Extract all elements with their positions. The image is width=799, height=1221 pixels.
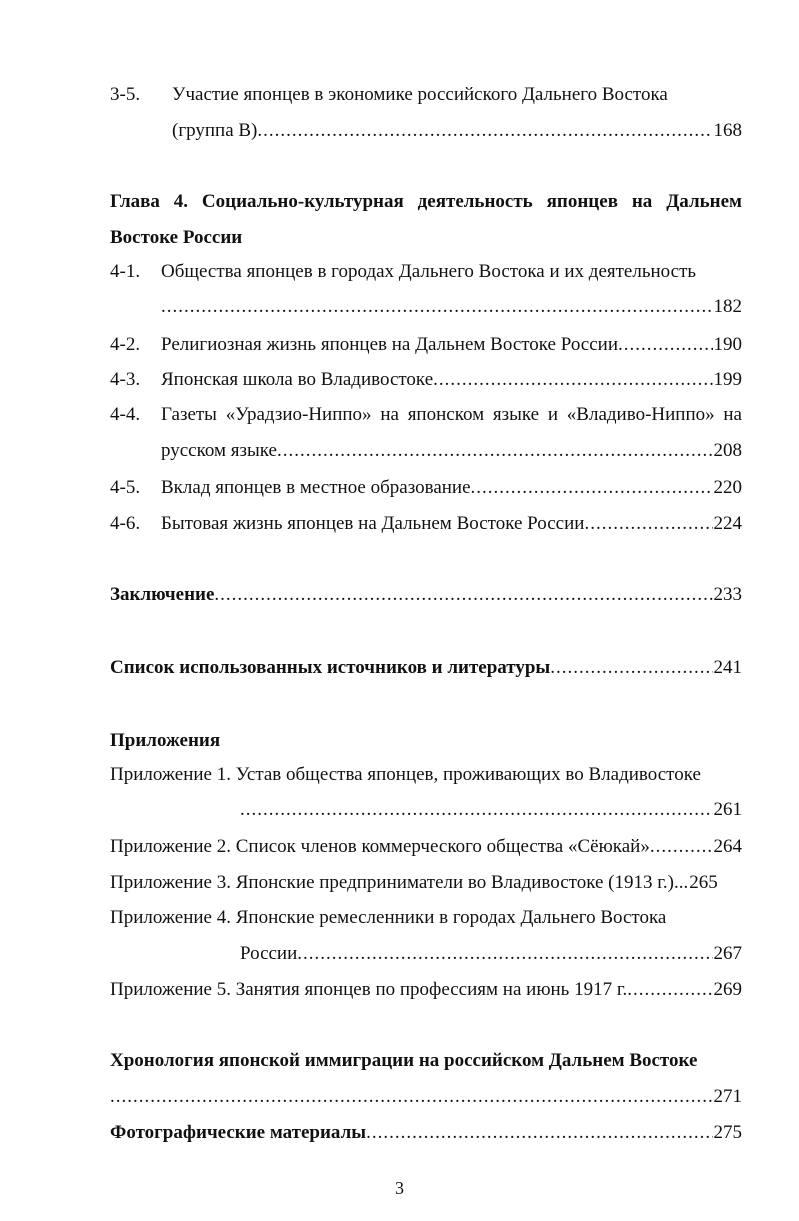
toc-entry-chronology[interactable] [110, 1086, 742, 1109]
toc-entry-4-4[interactable] [161, 440, 742, 463]
toc-page-number: 271 [713, 1086, 742, 1107]
toc-title-cont: русском языке [161, 440, 277, 461]
dot-leader [110, 1086, 713, 1109]
toc-page-number: 269 [713, 979, 742, 1000]
toc-number: 3-5. [110, 84, 141, 105]
page-number: 3 [395, 1178, 404, 1198]
chronology-title: Хронология японской иммиграции на российском Дальнем Востоке [110, 1050, 698, 1071]
dot-leader [650, 836, 713, 859]
chapter-heading-cont: Востоке России [110, 227, 243, 248]
toc-number: 4-1. [110, 261, 141, 282]
appendix-title-cont: России [240, 943, 298, 964]
toc-number: 4-4. [110, 404, 141, 425]
toc-page-number: 182 [713, 296, 742, 317]
toc-entry-4-2[interactable] [161, 334, 742, 357]
toc-title: Заключение [110, 584, 215, 605]
toc-page-number: 208 [713, 440, 742, 461]
toc-page-number: 261 [713, 799, 742, 820]
appendix-title: Приложение 4. Японские ремесленники в городах Дальнего Востока [110, 907, 667, 928]
toc-number: 4-5. [110, 477, 141, 498]
dot-leader [366, 1122, 712, 1145]
toc-entry-app2[interactable] [110, 836, 742, 859]
toc-page-number: 264 [713, 836, 742, 857]
toc-title: Японская школа во Владивостоке [161, 369, 434, 390]
toc-page-number: 224 [713, 513, 742, 534]
toc-entry-4-6[interactable] [161, 513, 742, 536]
toc-title: Религиозная жизнь японцев на Дальнем Востоке России [161, 334, 619, 355]
toc-entry-app1[interactable] [240, 799, 742, 822]
chapter-heading: Глава 4. Социально-культурная деятельность японцев на Дальнем [110, 191, 742, 212]
toc-entry-4-1[interactable] [161, 296, 742, 319]
toc-title: Фотографические материалы [110, 1122, 367, 1143]
appendix-title: Приложение 1. Устав общества японцев, проживающих во Владивостоке [110, 764, 701, 785]
toc-number: 4-3. [110, 369, 141, 390]
dot-leader [433, 369, 712, 392]
toc-page-number: 190 [713, 334, 742, 355]
toc-entry-conclusion[interactable] [110, 584, 742, 607]
toc-page-number: 241 [713, 657, 742, 678]
toc-title: Вклад японцев в местное образование [161, 477, 471, 498]
toc-entry-app4[interactable] [240, 943, 742, 966]
dot-leader [618, 334, 712, 357]
appendix-title: Приложение 2. Список членов коммерческого общества «Сёюкай» [110, 836, 650, 857]
toc-entry-3-5[interactable] [172, 120, 742, 143]
appendices-heading: Приложения [110, 730, 221, 751]
appendix-title: Приложение 5. Занятия японцев по профессиям на июнь 1917 г. [110, 979, 628, 1000]
toc-page-number: 275 [713, 1122, 742, 1143]
toc-page-number: 233 [713, 584, 742, 605]
toc-number: 4-6. [110, 513, 141, 534]
toc-title: Бытовая жизнь японцев на Дальнем Востоке России [161, 513, 585, 534]
dot-leader [161, 296, 713, 319]
dot-leader [471, 477, 713, 500]
toc-title: Общества японцев в городах Дальнего Востока и их деятельность [161, 261, 697, 282]
toc-page-number: 265 [689, 872, 718, 893]
dot-leader [214, 584, 712, 607]
toc-entry-app5[interactable] [110, 979, 742, 1002]
toc-title: Список использованных источников и литературы [110, 657, 551, 678]
toc-entry-sources[interactable] [110, 657, 742, 680]
dot-leader [257, 120, 712, 143]
appendix-title: Приложение 3. Японские предприниматели во Владивостоке (1913 г.)... [110, 872, 689, 893]
dot-leader [240, 799, 713, 822]
toc-page-number: 267 [713, 943, 742, 964]
toc-entry-photos[interactable] [110, 1122, 742, 1145]
toc-title: Газеты «Урадзио-Ниппо» на японском языке и «Владиво-Ниппо» на [161, 404, 742, 425]
dot-leader [627, 979, 712, 1002]
dot-leader [550, 657, 712, 680]
toc-entry-app3[interactable] [110, 872, 742, 895]
dot-leader [584, 513, 712, 536]
toc-entry-4-5[interactable] [161, 477, 742, 500]
toc-number: 4-2. [110, 334, 141, 355]
toc-page-number: 168 [713, 120, 742, 141]
toc-title-cont: (группа B) [172, 120, 258, 141]
toc-entry-4-3[interactable] [161, 369, 742, 392]
toc-page-number: 199 [713, 369, 742, 390]
toc-page-number: 220 [713, 477, 742, 498]
dot-leader [297, 943, 712, 966]
dot-leader [277, 440, 713, 463]
toc-title: Участие японцев в экономике российского Дальнего Востока [172, 84, 668, 105]
